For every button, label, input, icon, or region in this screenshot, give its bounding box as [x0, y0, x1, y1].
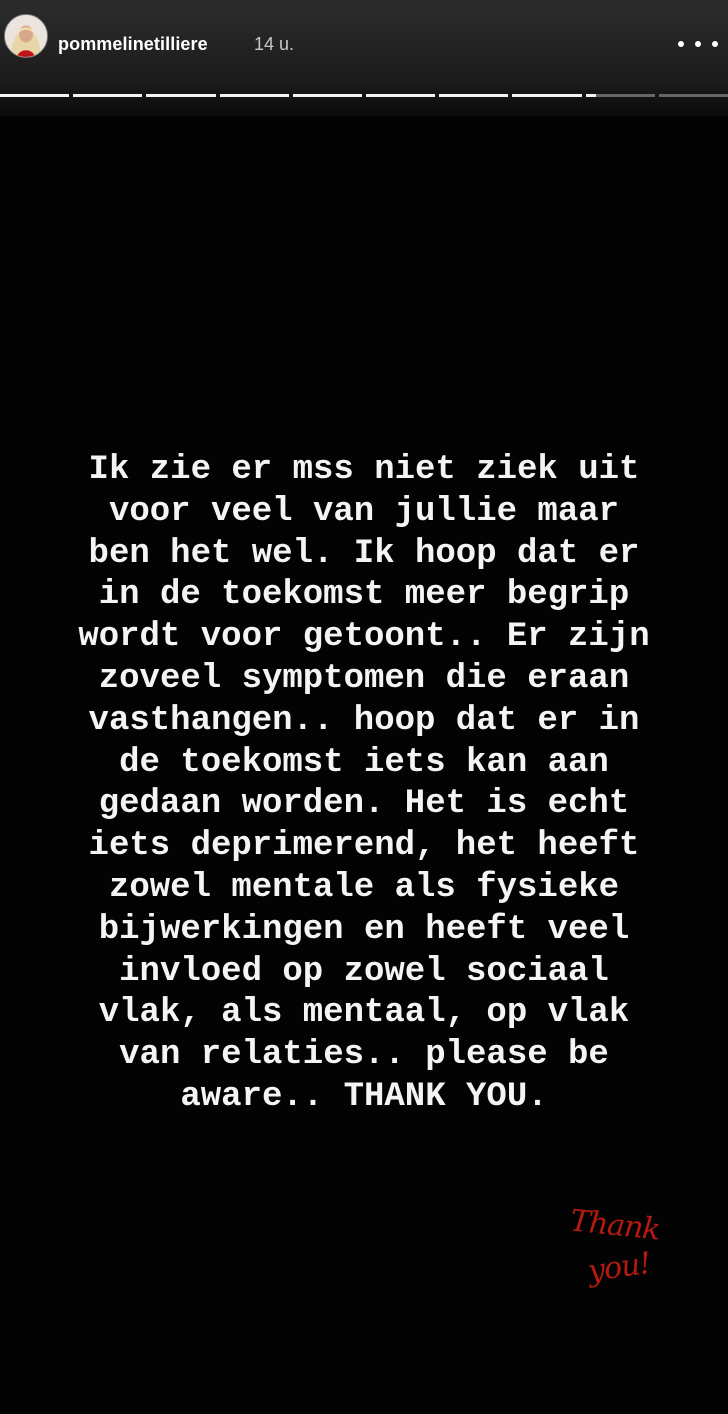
story-line: vlak, als mentaal, op vlak — [98, 994, 630, 1033]
progress-segment — [293, 94, 362, 97]
progress-segment — [0, 94, 69, 97]
progress-segment — [659, 94, 728, 97]
story-line: voor veel van jullie maar — [108, 492, 620, 531]
story-line: gedaan worden. Het is echt — [98, 785, 630, 824]
story-line: in de toekomst meer begrip — [98, 576, 630, 615]
username[interactable]: pommelinetilliere — [58, 34, 208, 54]
story-line: aware.. THANK YOU. — [180, 1077, 548, 1116]
story-line: invloed op zowel sociaal — [119, 952, 609, 991]
sticker-line-2: you! — [585, 1245, 653, 1290]
story-progress-bar — [0, 94, 728, 97]
post-time: 14 u. — [254, 34, 295, 54]
progress-segment — [73, 94, 142, 97]
dot — [678, 41, 684, 47]
dot — [712, 41, 718, 47]
progress-segment — [146, 94, 215, 97]
progress-fill — [220, 94, 289, 97]
progress-fill — [586, 94, 596, 97]
story-line: vasthangen.. hoop dat er in — [88, 701, 640, 740]
progress-fill — [366, 94, 435, 97]
story-line: zoveel symptomen die eraan — [98, 659, 630, 698]
story-line: wordt voor getoont.. Er zijn — [78, 618, 650, 657]
progress-fill — [512, 94, 581, 97]
progress-segment — [439, 94, 508, 97]
story-line: Ik zie er mss niet ziek uit — [88, 451, 640, 489]
story-line: ben het wel. Ik hoop dat er — [88, 534, 640, 573]
more-horizontal-icon[interactable] — [678, 30, 718, 58]
story-line: de toekomst iets kan aan — [119, 743, 609, 782]
story-line: van relaties.. please be — [119, 1036, 609, 1075]
story-line: iets deprimerend, het heeft — [88, 827, 640, 866]
progress-segment — [366, 94, 435, 97]
story-text — [34, 450, 694, 1119]
story-line: zowel mentale als fysieke — [108, 868, 620, 907]
dot — [695, 41, 701, 47]
progress-fill — [0, 94, 69, 97]
progress-fill — [146, 94, 215, 97]
progress-fill — [439, 94, 508, 97]
avatar[interactable] — [4, 14, 48, 58]
thank-you-sticker — [562, 1203, 672, 1318]
progress-segment — [586, 94, 655, 97]
progress-fill — [73, 94, 142, 97]
avatar-image — [5, 15, 47, 57]
progress-segment — [220, 94, 289, 97]
progress-fill — [293, 94, 362, 97]
story-line: bijwerkingen en heeft veel — [98, 910, 630, 949]
story-header — [0, 0, 728, 116]
sticker-line-1: Thank — [568, 1203, 662, 1248]
progress-segment — [512, 94, 581, 97]
